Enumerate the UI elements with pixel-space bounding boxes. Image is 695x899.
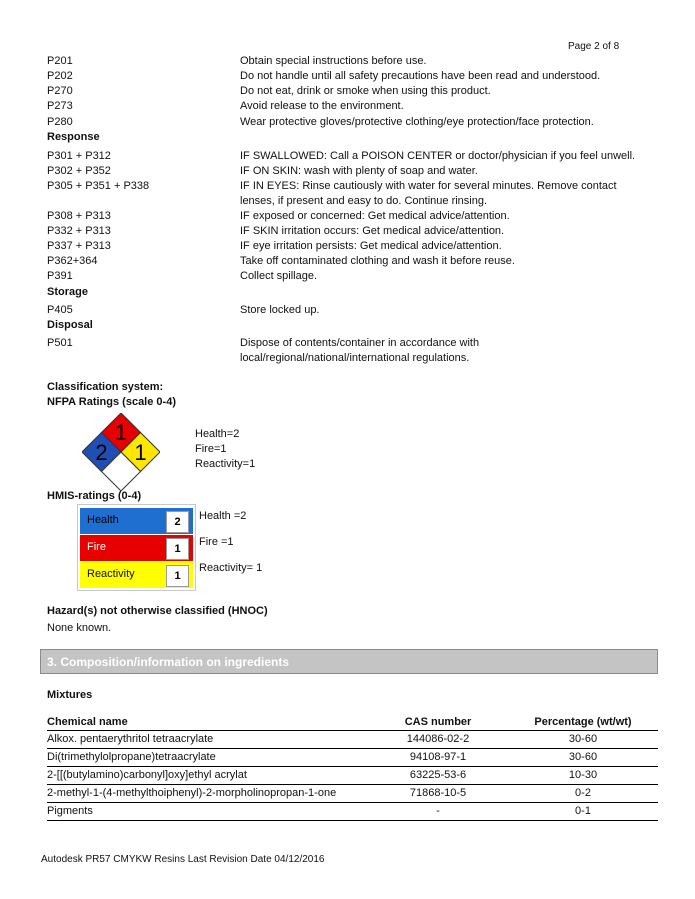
table-row bbox=[47, 767, 658, 785]
hmis-row-reactivity bbox=[80, 562, 193, 588]
hmis-row-value: 1 bbox=[166, 565, 189, 587]
precaution-text: IF eye irritation persists: Get medical advice/attention. bbox=[240, 240, 502, 252]
precaution-row bbox=[47, 99, 647, 114]
hmis-row-value: 2 bbox=[166, 511, 189, 533]
classification-label: Classification system: bbox=[47, 381, 164, 393]
precaution-text: Dispose of contents/container in accordance with local/regional/national/international regulations. bbox=[240, 337, 480, 364]
precaution-code: P362+364 bbox=[47, 255, 98, 267]
table-row bbox=[47, 731, 658, 749]
precaution-text: IF exposed or concerned: Get medical advice/attention. bbox=[240, 210, 510, 222]
precaution-row bbox=[47, 54, 647, 69]
chemical-name-cell: Alkox. pentaerythritol tetraacrylate bbox=[47, 731, 368, 749]
section-3-title: 3. Composition/information on ingredients bbox=[47, 655, 289, 669]
chemical-name-cell: 2-methyl-1-(4-methylthoiphenyl)-2-morpholinopropan-1-one bbox=[47, 785, 368, 803]
nfpa-heading: NFPA Ratings (scale 0-4) bbox=[47, 396, 176, 408]
percentage-cell: 0-1 bbox=[508, 803, 658, 821]
precaution-text: Collect spillage. bbox=[240, 270, 318, 282]
nfpa-diamond bbox=[82, 413, 160, 491]
page-number: Page 2 of 8 bbox=[568, 41, 620, 52]
precaution-text: IF ON SKIN: wash with plenty of soap and water. bbox=[240, 165, 478, 177]
precaution-row bbox=[47, 336, 647, 366]
precaution-code: P273 bbox=[47, 100, 73, 112]
table-header-row bbox=[47, 714, 658, 731]
precaution-text: Store locked up. bbox=[240, 304, 320, 316]
precaution-code: P302 + P352 bbox=[47, 165, 111, 177]
ingredients-table bbox=[47, 714, 658, 821]
precaution-code: P280 bbox=[47, 116, 73, 128]
precaution-text: Obtain special instructions before use. bbox=[240, 55, 427, 67]
table-row bbox=[47, 749, 658, 767]
hmis-row-health bbox=[80, 508, 193, 534]
precaution-row bbox=[47, 179, 647, 209]
precaution-text: Wear protective gloves/protective clothing/eye protection/face protection. bbox=[240, 116, 594, 128]
hnoc-heading: Hazard(s) not otherwise classified (HNOC) bbox=[47, 605, 268, 617]
nfpa-reactivity-value: 1 bbox=[134, 440, 147, 465]
hmis-legend-health: Health =2 bbox=[199, 510, 247, 522]
disposal-heading: Disposal bbox=[47, 319, 93, 331]
precaution-text: Avoid release to the environment. bbox=[240, 100, 404, 112]
precaution-code: P301 + P312 bbox=[47, 150, 111, 162]
percentage-cell: 30-60 bbox=[508, 749, 658, 767]
cas-number-cell: 144086-02-2 bbox=[368, 731, 508, 749]
hnoc-text: None known. bbox=[47, 622, 112, 634]
nfpa-health-value: 2 bbox=[95, 440, 108, 465]
document-footer: Autodesk PR57 CMYKW Resins Last Revision Date 04/12/2016 bbox=[41, 854, 325, 865]
response-heading: Response bbox=[47, 131, 100, 143]
precaution-text: Do not handle until all safety precautions have been read and understood. bbox=[240, 70, 601, 82]
precaution-row bbox=[47, 239, 647, 254]
column-header-cas-number: CAS number bbox=[368, 714, 508, 731]
cas-number-cell: 63225-53-6 bbox=[368, 767, 508, 785]
precaution-code: P202 bbox=[47, 70, 73, 82]
precaution-row bbox=[47, 149, 647, 164]
precaution-row bbox=[47, 269, 647, 284]
precaution-row bbox=[47, 164, 647, 179]
precaution-code: P405 bbox=[47, 304, 73, 316]
nfpa-fire-value: 1 bbox=[114, 420, 128, 445]
table-row bbox=[47, 803, 658, 821]
precaution-text: Take off contaminated clothing and wash it before reuse. bbox=[240, 255, 515, 267]
percentage-cell: 0-2 bbox=[508, 785, 658, 803]
hmis-row-fire bbox=[80, 535, 193, 561]
chemical-name-cell: Pigments bbox=[47, 803, 368, 821]
cas-number-cell: 94108-97-1 bbox=[368, 749, 508, 767]
hmis-legend-reactivity: Reactivity= 1 bbox=[199, 562, 263, 574]
precaution-text: IF SWALLOWED: Call a POISON CENTER or doctor/physician if you feel unwell. bbox=[240, 150, 636, 162]
hmis-heading: HMIS-ratings (0-4) bbox=[47, 490, 142, 502]
precaution-code: P305 + P351 + P338 bbox=[47, 180, 150, 192]
precaution-row bbox=[47, 254, 647, 269]
precaution-row bbox=[47, 224, 647, 239]
hmis-row-label: Reactivity bbox=[87, 568, 135, 580]
chemical-name-cell: Di(trimethylolpropane)tetraacrylate bbox=[47, 749, 368, 767]
precaution-code: P391 bbox=[47, 270, 73, 282]
percentage-cell: 30-60 bbox=[508, 731, 658, 749]
hmis-label bbox=[77, 504, 196, 591]
precaution-row bbox=[47, 303, 647, 318]
precaution-text: IF SKIN irritation occurs: Get medical advice/attention. bbox=[240, 225, 505, 237]
precaution-row bbox=[47, 115, 647, 130]
precaution-row bbox=[47, 84, 647, 99]
nfpa-legend-reactivity: Reactivity=1 bbox=[195, 458, 256, 470]
precaution-row bbox=[47, 209, 647, 224]
section-3-header bbox=[40, 649, 658, 674]
hmis-row-label: Health bbox=[87, 514, 119, 526]
hmis-row-value: 1 bbox=[166, 538, 189, 560]
hmis-row-label: Fire bbox=[87, 541, 106, 553]
column-header-chemical-name: Chemical name bbox=[47, 714, 368, 731]
table-row bbox=[47, 785, 658, 803]
precaution-text: IF IN EYES: Rinse cautiously with water for several minutes. Remove contact lenses, if present and easy to do. Continue rinsing. bbox=[240, 180, 617, 207]
precaution-code: P501 bbox=[47, 337, 73, 349]
precaution-code: P270 bbox=[47, 85, 73, 97]
precaution-row bbox=[47, 69, 647, 84]
precaution-code: P332 + P313 bbox=[47, 225, 111, 237]
nfpa-legend-fire: Fire=1 bbox=[195, 443, 227, 455]
precaution-text: Do not eat, drink or smoke when using this product. bbox=[240, 85, 491, 97]
percentage-cell: 10-30 bbox=[508, 767, 658, 785]
cas-number-cell: 71868-10-5 bbox=[368, 785, 508, 803]
storage-heading: Storage bbox=[47, 286, 88, 298]
column-header-percentage: Percentage (wt/wt) bbox=[508, 714, 658, 731]
precaution-code: P308 + P313 bbox=[47, 210, 111, 222]
precaution-code: P337 + P313 bbox=[47, 240, 111, 252]
cas-number-cell: - bbox=[368, 803, 508, 821]
mixtures-label: Mixtures bbox=[47, 689, 93, 701]
chemical-name-cell: 2-[[(butylamino)carbonyl]oxy]ethyl acrylat bbox=[47, 767, 368, 785]
precaution-code: P201 bbox=[47, 55, 73, 67]
nfpa-legend-health: Health=2 bbox=[195, 428, 240, 440]
hmis-legend-fire: Fire =1 bbox=[199, 536, 234, 548]
